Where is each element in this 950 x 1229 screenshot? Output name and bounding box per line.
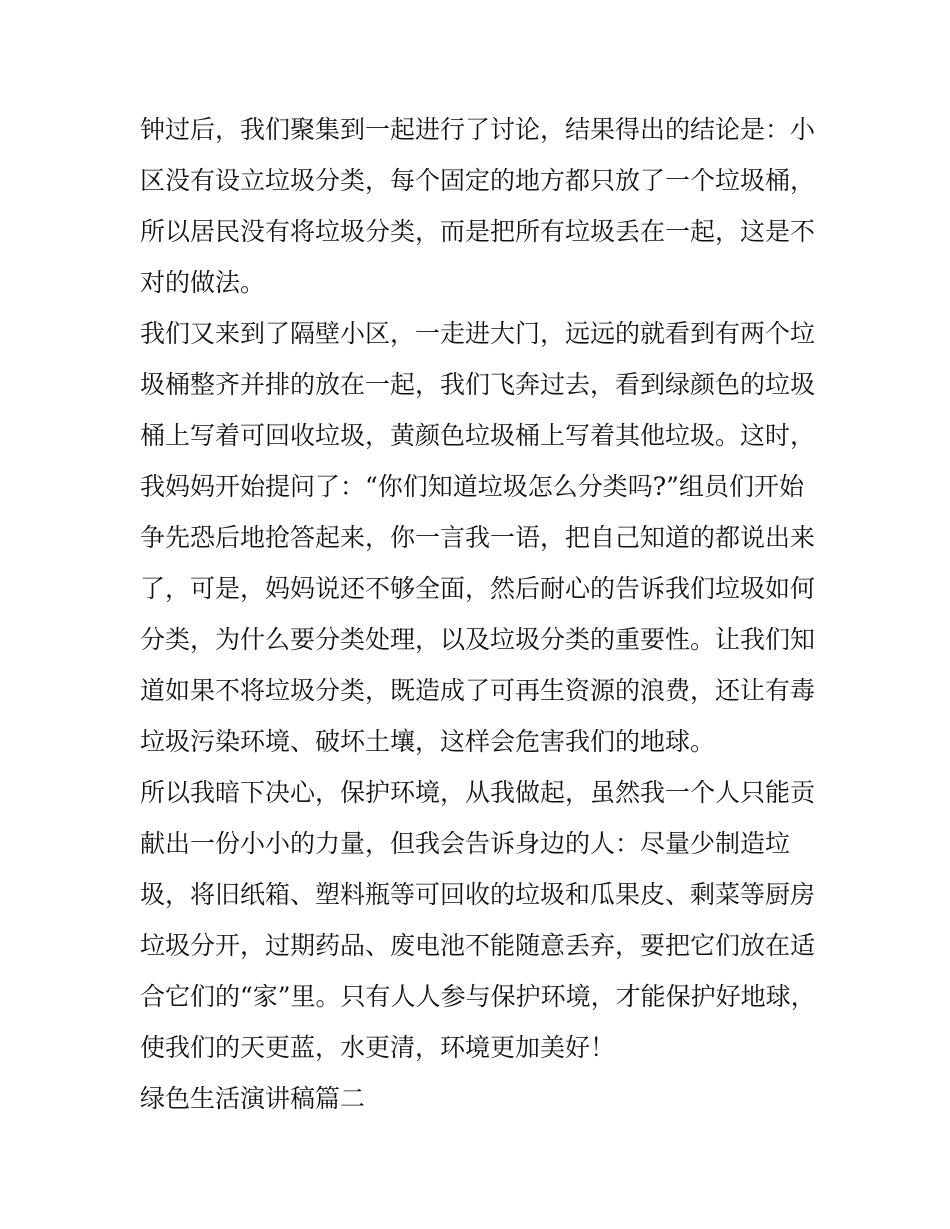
text-line: 我妈妈开始提问了：“你们知道垃圾怎么分类吗?”组员们开始 [140,472,804,501]
text-line: 道如果不将垃圾分类，既造成了可再生资源的浪费，还让有毒 [140,676,816,705]
text-line: 所以我暗下决心，保护环境，从我做起，虽然我一个人只能贡 [140,778,816,807]
text-line: 区没有设立垃圾分类，每个固定的地方都只放了一个垃圾桶， [140,166,816,195]
section-heading: 绿色生活演讲稿篇二 [140,1084,366,1113]
text-line: 桶上写着可回收垃圾，黄颜色垃圾桶上写着其他垃圾。这时， [140,421,816,450]
text-line: 圾桶整齐并排的放在一起，我们飞奔过去，看到绿颜色的垃圾 [140,370,816,399]
text-line: 使我们的天更蓝，水更清，环境更加美好！ [140,1033,616,1062]
text-line: 对的做法。 [140,268,266,297]
text-line: 垃圾污染环境、破坏土壤，这样会危害我们的地球。 [140,727,716,756]
text-line: 合它们的“家”里。只有人人参与保护环境，才能保护好地球， [140,982,816,1011]
text-line: 了，可是，妈妈说还不够全面，然后耐心的告诉我们垃圾如何 [140,574,816,603]
text-line: 垃圾分开，过期药品、废电池不能随意丢弃，要把它们放在适 [140,931,816,960]
text-line: 争先恐后地抢答起来，你一言我一语，把自己知道的都说出来 [140,523,816,552]
text-line: 献出一份小小的力量，但我会告诉身边的人：尽量少制造垃 [140,829,791,858]
text-line: 钟过后，我们聚集到一起进行了讨论，结果得出的结论是：小 [140,115,816,144]
document-body [140,104,820,1124]
text-line: 我们又来到了隔壁小区，一走进大门，远远的就看到有两个垃 [140,319,816,348]
text-line: 圾，将旧纸箱、塑料瓶等可回收的垃圾和瓜果皮、剩菜等厨房 [140,880,816,909]
text-line: 所以居民没有将垃圾分类，而是把所有垃圾丢在一起，这是不 [140,217,816,246]
text-line: 分类，为什么要分类处理，以及垃圾分类的重要性。让我们知 [140,625,816,654]
